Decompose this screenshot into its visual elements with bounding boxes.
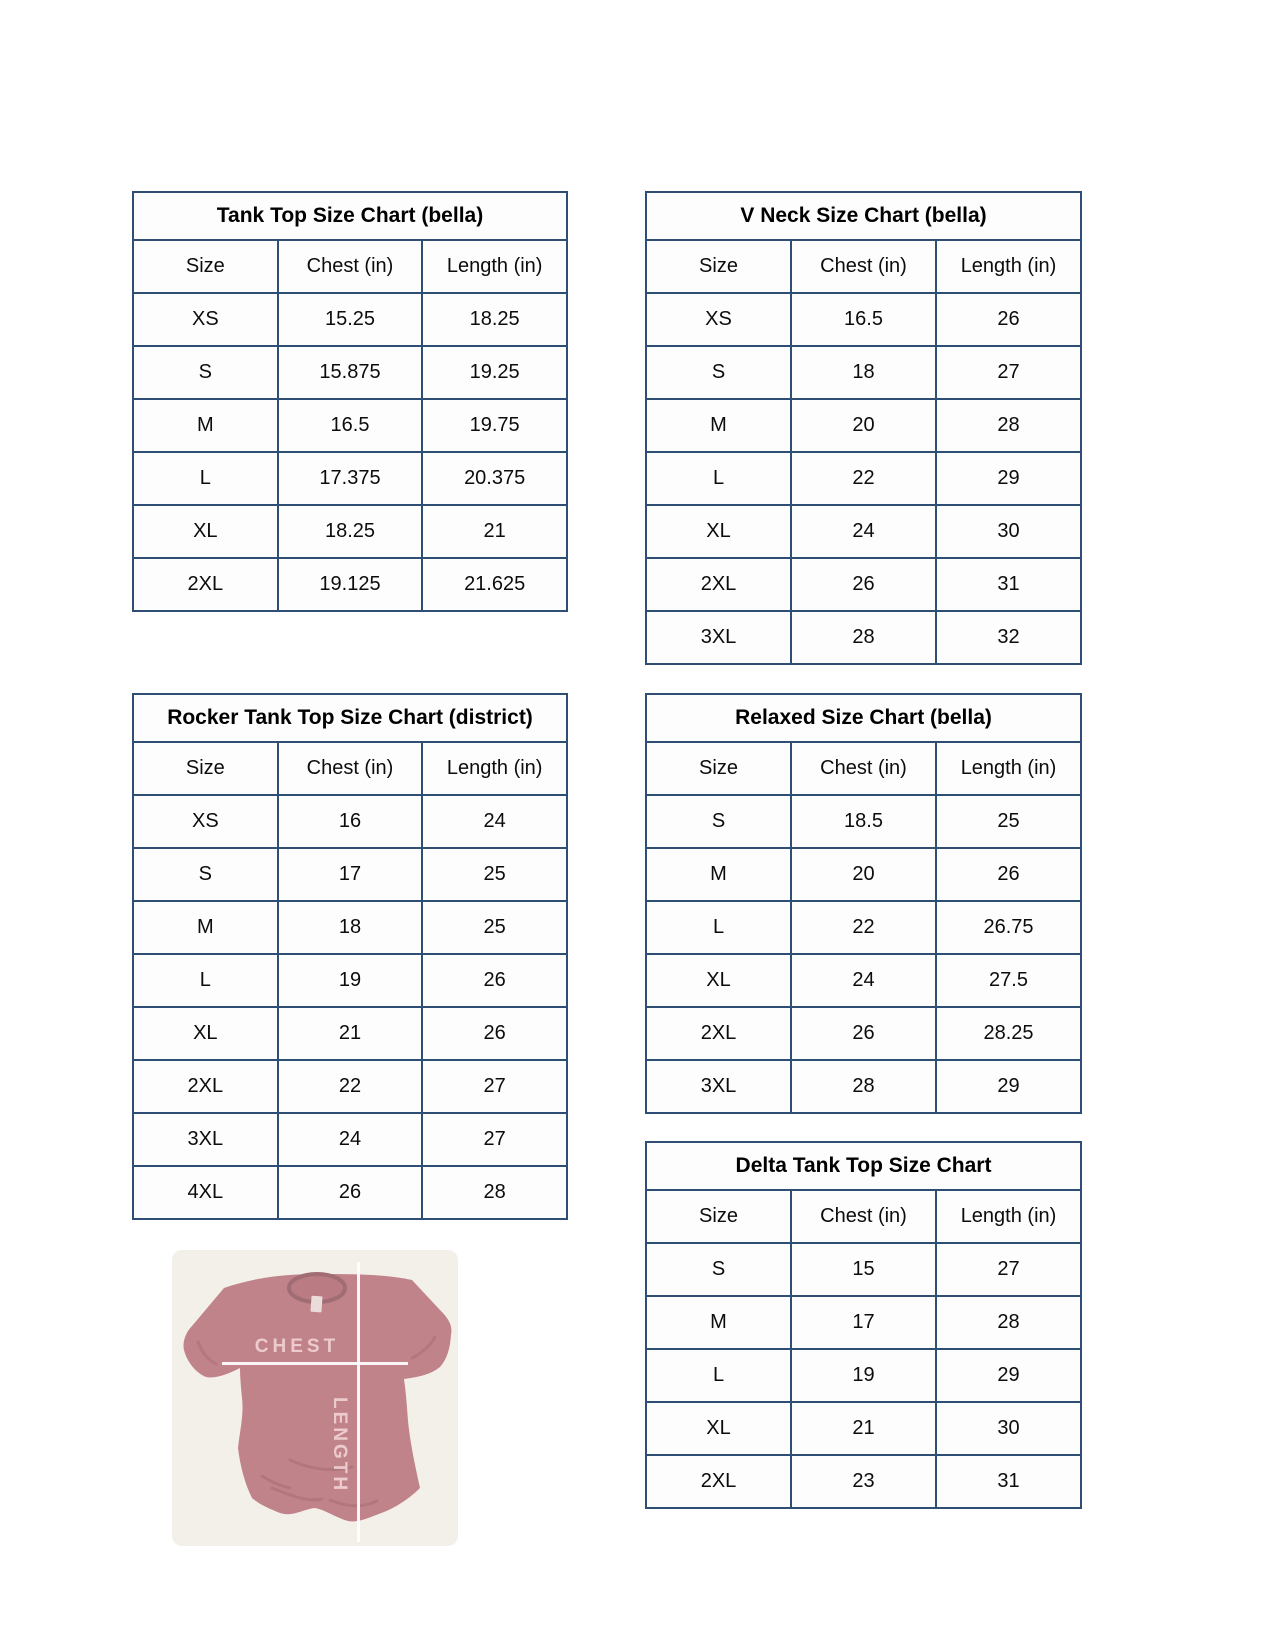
size-cell: XS xyxy=(646,293,791,346)
length-cell: 31 xyxy=(936,1455,1081,1508)
chest-cell: 26 xyxy=(278,1166,423,1219)
tshirt-measurement-photo xyxy=(172,1250,458,1546)
size-cell: S xyxy=(133,848,278,901)
chest-cell: 19 xyxy=(278,954,423,1007)
delta-tank-top-size-chart xyxy=(645,1141,1082,1509)
table-row xyxy=(133,954,567,1007)
rocker-tank-top-size-table xyxy=(132,693,568,1220)
table-row xyxy=(646,452,1081,505)
table-row xyxy=(133,848,567,901)
header-row xyxy=(133,742,567,795)
chest-cell: 20 xyxy=(791,399,936,452)
header-row xyxy=(646,742,1081,795)
header-row xyxy=(133,240,567,293)
table-row xyxy=(646,795,1081,848)
chest-cell: 16.5 xyxy=(278,399,423,452)
chest-cell: 24 xyxy=(278,1113,423,1166)
chest-cell: 17 xyxy=(791,1296,936,1349)
table-row xyxy=(646,1455,1081,1508)
chest-cell: 28 xyxy=(791,611,936,664)
length-cell: 28 xyxy=(422,1166,567,1219)
table-row xyxy=(133,346,567,399)
chest-cell: 18 xyxy=(791,346,936,399)
length-cell: 24 xyxy=(422,795,567,848)
tank-top-size-chart xyxy=(132,191,568,612)
table-row xyxy=(646,399,1081,452)
length-cell: 27 xyxy=(422,1113,567,1166)
size-cell: L xyxy=(133,452,278,505)
size-cell: 2XL xyxy=(133,1060,278,1113)
column-header: Chest (in) xyxy=(278,240,423,293)
size-cell: XL xyxy=(133,1007,278,1060)
column-header: Size xyxy=(646,742,791,795)
column-header: Size xyxy=(133,742,278,795)
chest-cell: 19.125 xyxy=(278,558,423,611)
length-cell: 32 xyxy=(936,611,1081,664)
tank-top-size-table xyxy=(132,191,568,612)
rocker-tank-top-size-chart xyxy=(132,693,568,1220)
size-cell: 3XL xyxy=(646,611,791,664)
chest-cell: 18 xyxy=(278,901,423,954)
length-cell: 31 xyxy=(936,558,1081,611)
length-cell: 27 xyxy=(936,346,1081,399)
column-header: Size xyxy=(133,240,278,293)
length-cell: 19.25 xyxy=(422,346,567,399)
chest-cell: 28 xyxy=(791,1060,936,1113)
v-neck-size-table xyxy=(645,191,1082,665)
chest-cell: 24 xyxy=(791,505,936,558)
table-row xyxy=(133,901,567,954)
size-cell: XS xyxy=(133,293,278,346)
tshirt-illustration xyxy=(172,1250,458,1546)
chest-cell: 16.5 xyxy=(791,293,936,346)
size-cell: L xyxy=(646,452,791,505)
size-cell: 2XL xyxy=(646,1455,791,1508)
column-header: Chest (in) xyxy=(791,1190,936,1243)
size-cell: 3XL xyxy=(646,1060,791,1113)
size-cell: S xyxy=(646,1243,791,1296)
title-row xyxy=(646,694,1081,742)
v-neck-size-chart xyxy=(645,191,1082,665)
column-header: Length (in) xyxy=(936,1190,1081,1243)
size-cell: M xyxy=(133,901,278,954)
length-cell: 27.5 xyxy=(936,954,1081,1007)
table-row xyxy=(133,1007,567,1060)
length-cell: 25 xyxy=(422,848,567,901)
table-row xyxy=(646,1349,1081,1402)
column-header: Size xyxy=(646,240,791,293)
length-cell: 21 xyxy=(422,505,567,558)
table-row xyxy=(133,1166,567,1219)
size-cell: XL xyxy=(646,1402,791,1455)
chest-measure-line xyxy=(222,1362,408,1365)
table-title: Delta Tank Top Size Chart xyxy=(646,1142,1081,1190)
title-row xyxy=(133,192,567,240)
size-cell: 2XL xyxy=(133,558,278,611)
table-row xyxy=(646,1402,1081,1455)
table-title: Rocker Tank Top Size Chart (district) xyxy=(133,694,567,742)
table-row xyxy=(646,1243,1081,1296)
title-row xyxy=(646,192,1081,240)
chest-cell: 21 xyxy=(791,1402,936,1455)
chest-cell: 22 xyxy=(791,452,936,505)
length-measure-line xyxy=(357,1262,360,1542)
table-title: Tank Top Size Chart (bella) xyxy=(133,192,567,240)
column-header: Length (in) xyxy=(422,742,567,795)
table-row xyxy=(646,505,1081,558)
length-cell: 26 xyxy=(422,1007,567,1060)
chest-cell: 23 xyxy=(791,1455,936,1508)
size-cell: S xyxy=(646,346,791,399)
column-header: Size xyxy=(646,1190,791,1243)
care-label xyxy=(310,1296,322,1313)
table-row xyxy=(133,505,567,558)
size-cell: L xyxy=(646,1349,791,1402)
length-cell: 21.625 xyxy=(422,558,567,611)
size-cell: XL xyxy=(646,954,791,1007)
length-cell: 30 xyxy=(936,1402,1081,1455)
size-cell: M xyxy=(646,399,791,452)
length-cell: 29 xyxy=(936,1060,1081,1113)
chest-cell: 21 xyxy=(278,1007,423,1060)
length-cell: 28 xyxy=(936,1296,1081,1349)
table-row xyxy=(646,954,1081,1007)
size-cell: 4XL xyxy=(133,1166,278,1219)
table-row xyxy=(646,901,1081,954)
size-cell: XS xyxy=(133,795,278,848)
length-cell: 27 xyxy=(422,1060,567,1113)
relaxed-size-chart xyxy=(645,693,1082,1114)
column-header: Chest (in) xyxy=(791,742,936,795)
chest-cell: 18.25 xyxy=(278,505,423,558)
chest-cell: 26 xyxy=(791,1007,936,1060)
header-row xyxy=(646,240,1081,293)
length-cell: 19.75 xyxy=(422,399,567,452)
length-cell: 26 xyxy=(422,954,567,1007)
table-title: Relaxed Size Chart (bella) xyxy=(646,694,1081,742)
chest-cell: 24 xyxy=(791,954,936,1007)
size-cell: M xyxy=(646,848,791,901)
column-header: Chest (in) xyxy=(791,240,936,293)
chest-label: CHEST xyxy=(254,1336,340,1357)
table-row xyxy=(133,558,567,611)
size-cell: XL xyxy=(133,505,278,558)
column-header: Length (in) xyxy=(936,240,1081,293)
column-header: Length (in) xyxy=(936,742,1081,795)
table-row xyxy=(646,346,1081,399)
length-cell: 26 xyxy=(936,293,1081,346)
column-header: Length (in) xyxy=(422,240,567,293)
length-cell: 29 xyxy=(936,452,1081,505)
length-cell: 20.375 xyxy=(422,452,567,505)
delta-tank-top-size-table xyxy=(645,1141,1082,1509)
chest-cell: 19 xyxy=(791,1349,936,1402)
length-cell: 18.25 xyxy=(422,293,567,346)
length-cell: 28 xyxy=(936,399,1081,452)
length-cell: 26.75 xyxy=(936,901,1081,954)
length-cell: 29 xyxy=(936,1349,1081,1402)
chest-cell: 20 xyxy=(791,848,936,901)
length-cell: 27 xyxy=(936,1243,1081,1296)
chest-cell: 22 xyxy=(791,901,936,954)
table-row xyxy=(646,1007,1081,1060)
table-row xyxy=(646,1060,1081,1113)
table-row xyxy=(133,293,567,346)
chest-cell: 26 xyxy=(791,558,936,611)
chest-cell: 17 xyxy=(278,848,423,901)
size-cell: 2XL xyxy=(646,558,791,611)
table-row xyxy=(133,795,567,848)
chest-cell: 15.875 xyxy=(278,346,423,399)
table-row xyxy=(133,399,567,452)
chest-cell: 16 xyxy=(278,795,423,848)
table-row xyxy=(133,1060,567,1113)
table-row xyxy=(646,1296,1081,1349)
size-cell: 2XL xyxy=(646,1007,791,1060)
table-row xyxy=(646,848,1081,901)
title-row xyxy=(646,1142,1081,1190)
length-cell: 25 xyxy=(422,901,567,954)
size-cell: XL xyxy=(646,505,791,558)
size-cell: L xyxy=(646,901,791,954)
size-cell: M xyxy=(646,1296,791,1349)
chest-cell: 17.375 xyxy=(278,452,423,505)
header-row xyxy=(646,1190,1081,1243)
table-row xyxy=(646,611,1081,664)
chest-cell: 18.5 xyxy=(791,795,936,848)
relaxed-size-table xyxy=(645,693,1082,1114)
table-row xyxy=(646,293,1081,346)
table-row xyxy=(646,558,1081,611)
size-cell: S xyxy=(646,795,791,848)
title-row xyxy=(133,694,567,742)
size-cell: L xyxy=(133,954,278,1007)
chest-cell: 22 xyxy=(278,1060,423,1113)
length-label: LENGTH xyxy=(329,1396,350,1494)
size-cell: 3XL xyxy=(133,1113,278,1166)
length-cell: 30 xyxy=(936,505,1081,558)
length-cell: 25 xyxy=(936,795,1081,848)
column-header: Chest (in) xyxy=(278,742,423,795)
size-cell: S xyxy=(133,346,278,399)
length-cell: 28.25 xyxy=(936,1007,1081,1060)
chest-cell: 15.25 xyxy=(278,293,423,346)
length-cell: 26 xyxy=(936,848,1081,901)
table-title: V Neck Size Chart (bella) xyxy=(646,192,1081,240)
size-cell: M xyxy=(133,399,278,452)
table-row xyxy=(133,452,567,505)
table-row xyxy=(133,1113,567,1166)
chest-cell: 15 xyxy=(791,1243,936,1296)
